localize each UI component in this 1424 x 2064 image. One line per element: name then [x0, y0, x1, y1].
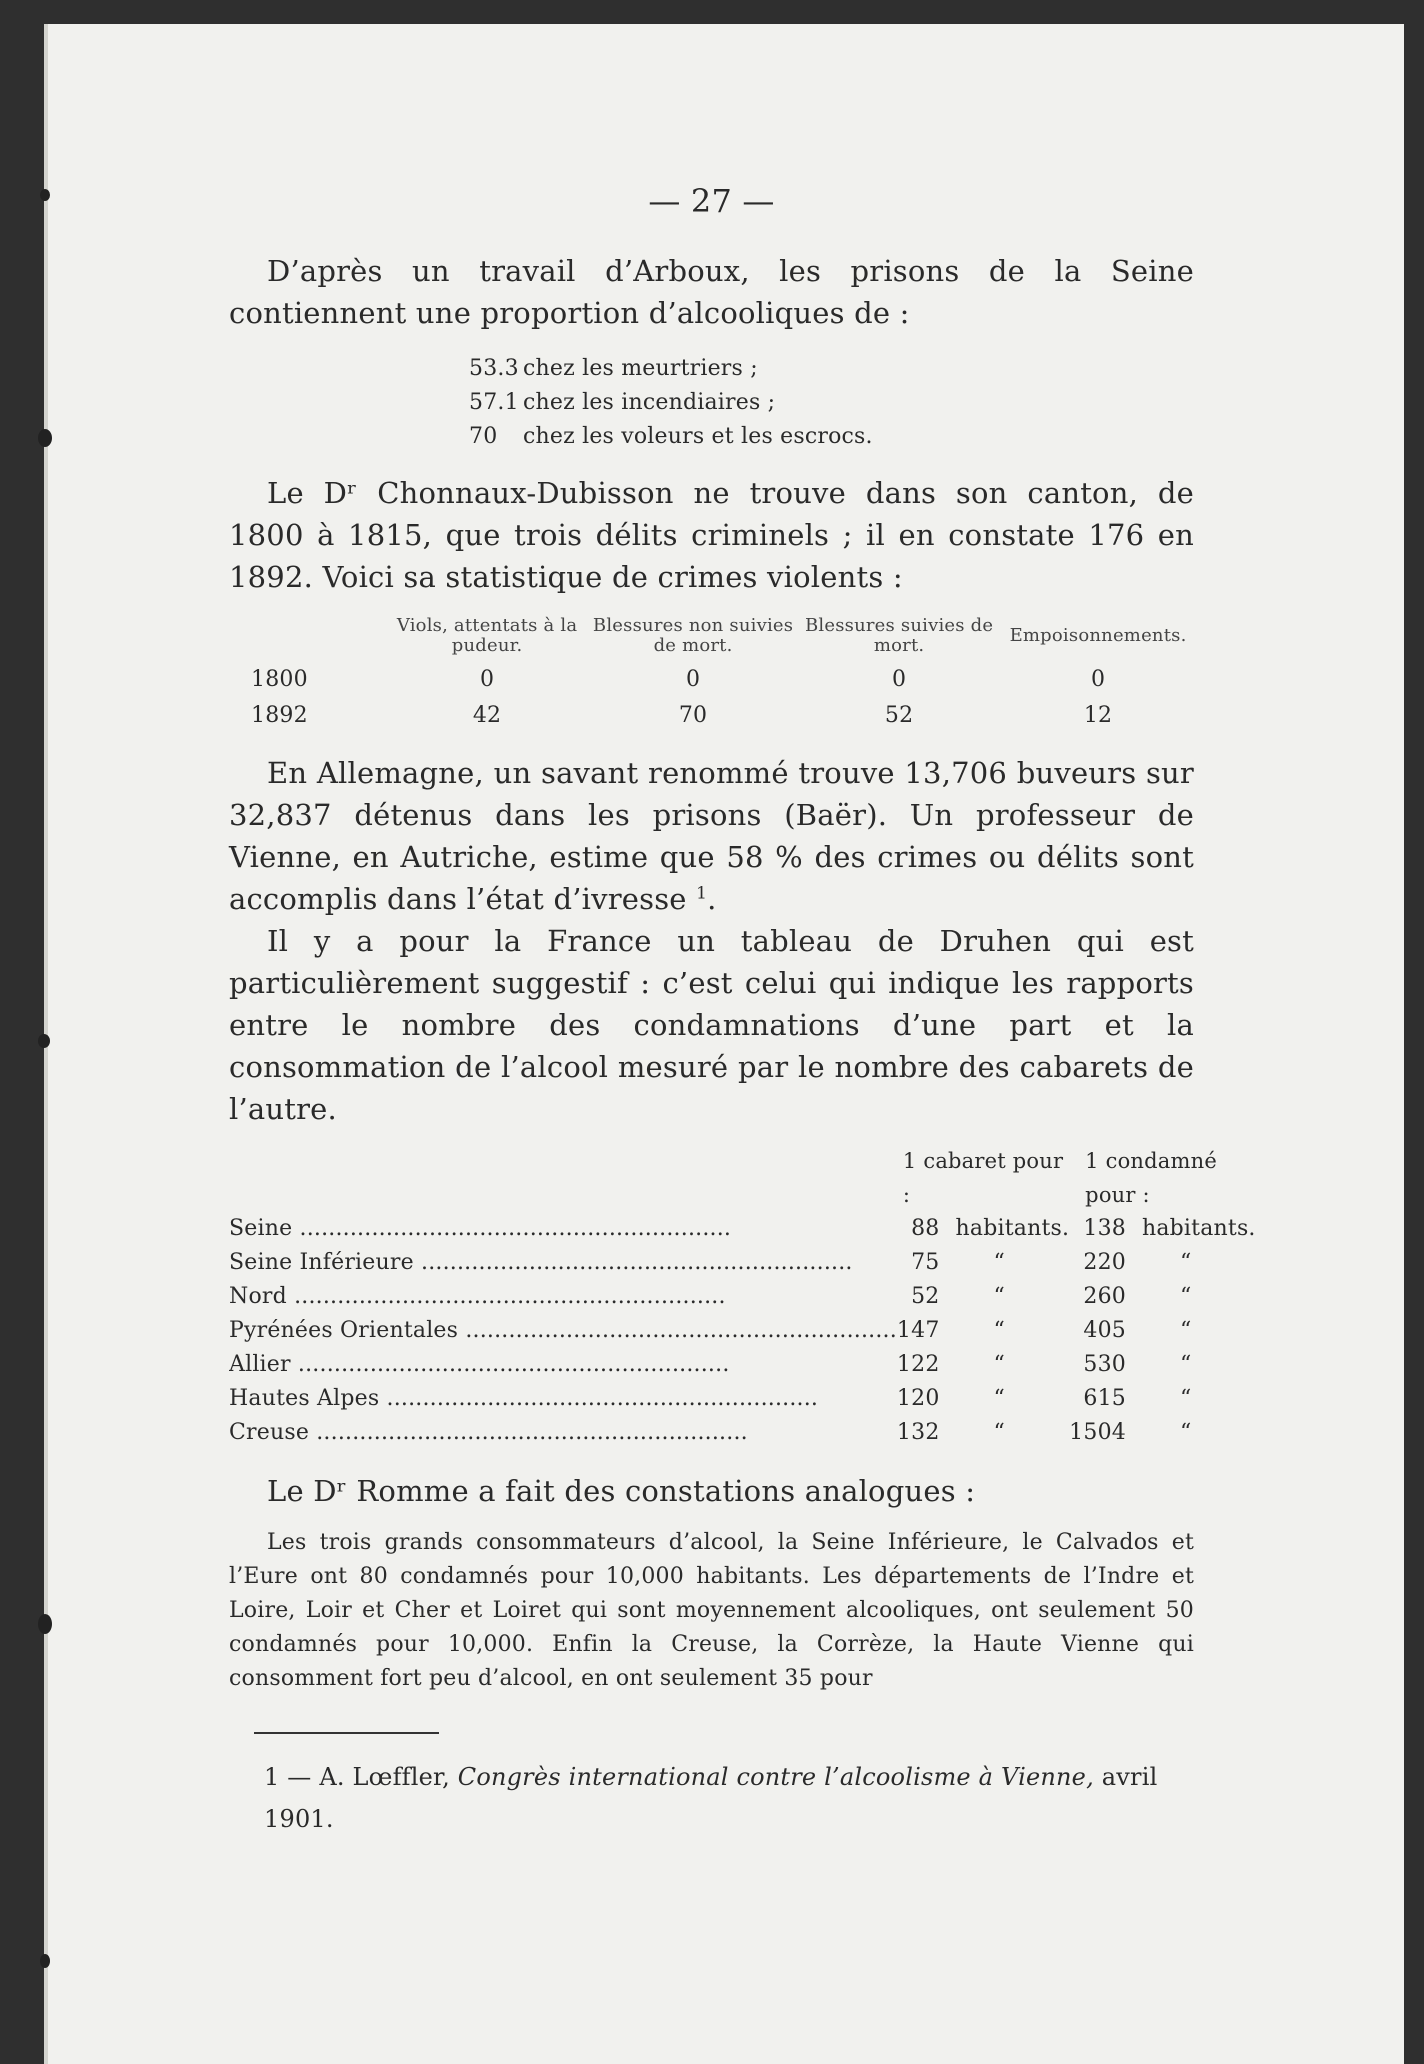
cabarets-table-body [229, 1212, 1256, 1450]
cab-unit-cell: “ [993, 1352, 1005, 1377]
footnote-divider [254, 1732, 439, 1734]
department-cell: Pyrénées Orientales ............................................................ [229, 1318, 897, 1343]
cab-unit-cell: “ [993, 1318, 1005, 1343]
table-row [229, 1348, 1256, 1382]
cab-cell: 120 [896, 1386, 940, 1411]
paragraph-arboux: D’après un travail d’Arboux, les prisons de la Seine contiennent une proportion d’alcooliques de : [229, 254, 1194, 330]
department-cell: Seine ............................................................ [229, 1216, 732, 1241]
cond-cell: 1504 [1069, 1420, 1126, 1445]
paragraph-chonnaux: Le Dʳ Chonnaux-Dubisson ne trouve dans son canton, de 1800 à 1815, que trois délits criminels ; il en constate 176 en 1892. Voici sa statistique de crimes violents : [229, 476, 1194, 594]
binding-mark [38, 429, 52, 447]
department-cell: Hautes Alpes ............................................................ [229, 1386, 819, 1411]
cab-unit-cell: habitants. [955, 1216, 1070, 1241]
alcoholic-proportion-list [469, 352, 1194, 454]
cond-unit-cell: “ [1179, 1284, 1192, 1309]
cond-unit-cell: “ [1179, 1386, 1192, 1411]
cab-cell: 122 [896, 1352, 940, 1377]
department-cell: Nord ............................................................ [229, 1284, 726, 1309]
cab-cell: 88 [911, 1216, 940, 1241]
cond-unit-cell: “ [1179, 1318, 1192, 1343]
list-item: 53.3 chez les meurtriers ; [469, 356, 758, 381]
cab-cell: 147 [896, 1318, 940, 1343]
column-header: Viols, attentats à la pudeur. [396, 615, 578, 656]
footnote: 1 — A. Lœffler, Congrès international contre l’alcoolisme à Vienne, avril 1901. [264, 1763, 1158, 1833]
cab-cell: 132 [896, 1420, 940, 1445]
department-cell: Seine Inférieure ............................................................ [229, 1250, 853, 1275]
page-content [229, 170, 1256, 1840]
cab-cell: 75 [911, 1250, 940, 1275]
table-row: 1800 0 0 0 0 [251, 667, 1106, 692]
cabarets-table [229, 1144, 1256, 1450]
binding-mark [40, 1954, 50, 1968]
binding-mark [40, 189, 50, 201]
cond-cell: 260 [1083, 1284, 1126, 1309]
violent-crimes-table [229, 616, 1194, 734]
cab-unit-cell: “ [993, 1420, 1005, 1445]
paragraph-allemagne: En Allemagne, un savant renommé trouve 13,706 buveurs sur 32,837 détenus dans les prisons (Baër). Un professeur de Vienne, en Autriche, estime que 58 % des crimes ou délits sont accomplis dans l’état d’ivresse $^1$. [229, 756, 1194, 916]
table-row [229, 1280, 1256, 1314]
paragraph-quote: Les trois grands consommateurs d’alcool, la Seine Inférieure, le Calvados et l’Eure ont 80 condamnés pour 10,000 habitants. Les départements de l’Indre et Loire, Loir et Cher et Loiret qui sont moyennement alcooliques, ont seulement 50 condamnés pour 10,000. Enfin la Creuse, la Corrèze, la Haute Vienne qui consomment fort peu d’alcool, en ont seulement 35 pour [229, 1530, 1194, 1691]
list-item: 57.1 chez les incendiaires ; [469, 390, 776, 415]
department-cell: Creuse ............................................................ [229, 1420, 748, 1445]
cond-unit-cell: “ [1179, 1352, 1192, 1377]
binding-mark [38, 1034, 50, 1048]
cab-unit-cell: “ [993, 1386, 1005, 1411]
department-cell: Allier ............................................................ [229, 1352, 730, 1377]
column-header: 1 condamné pour : [1085, 1149, 1217, 1207]
cab-unit-cell: “ [993, 1250, 1005, 1275]
column-header: 1 cabaret pour : [902, 1149, 1064, 1207]
column-header: Blessures suivies de mort. [804, 615, 994, 656]
table-row: 1892 42 70 52 12 [251, 703, 1113, 728]
cab-cell: 52 [911, 1284, 940, 1309]
cond-cell: 530 [1083, 1352, 1126, 1377]
table-header-row [229, 616, 1194, 662]
cond-cell: 615 [1083, 1386, 1126, 1411]
table-header-row [229, 1144, 1256, 1212]
binding-mark [38, 1614, 52, 1634]
column-header: Blessures non suivies de mort. [592, 615, 794, 656]
paragraph-romme: Le Dʳ Romme a fait des constations analogues : [267, 1474, 976, 1508]
footnote-ref: 1 [696, 883, 708, 904]
table-row [229, 1382, 1256, 1416]
cond-cell: 405 [1083, 1318, 1126, 1343]
table-row [229, 1246, 1256, 1280]
cab-unit-cell: “ [993, 1284, 1005, 1309]
table-row [229, 1212, 1256, 1246]
cond-unit-cell: “ [1179, 1250, 1192, 1275]
list-item: 70 chez les voleurs et les escrocs. [469, 424, 873, 449]
cond-unit-cell: “ [1179, 1420, 1192, 1445]
column-header: Empoisonnements. [1009, 625, 1187, 646]
cond-cell: 220 [1083, 1250, 1126, 1275]
table-row [229, 1314, 1256, 1348]
table-row [229, 1416, 1256, 1450]
cond-cell: 138 [1083, 1216, 1126, 1241]
cond-unit-cell: habitants. [1141, 1216, 1256, 1241]
page-number: — 27 — [648, 182, 775, 220]
paragraph-druhen: Il y a pour la France un tableau de Druhen qui est particulièrement suggestif : c’est celui qui indique les rapports entre le nombre des condamnations d’une part et la consommation de l’alcool mesuré par le nombre des cabarets de l’autre. [229, 924, 1194, 1126]
